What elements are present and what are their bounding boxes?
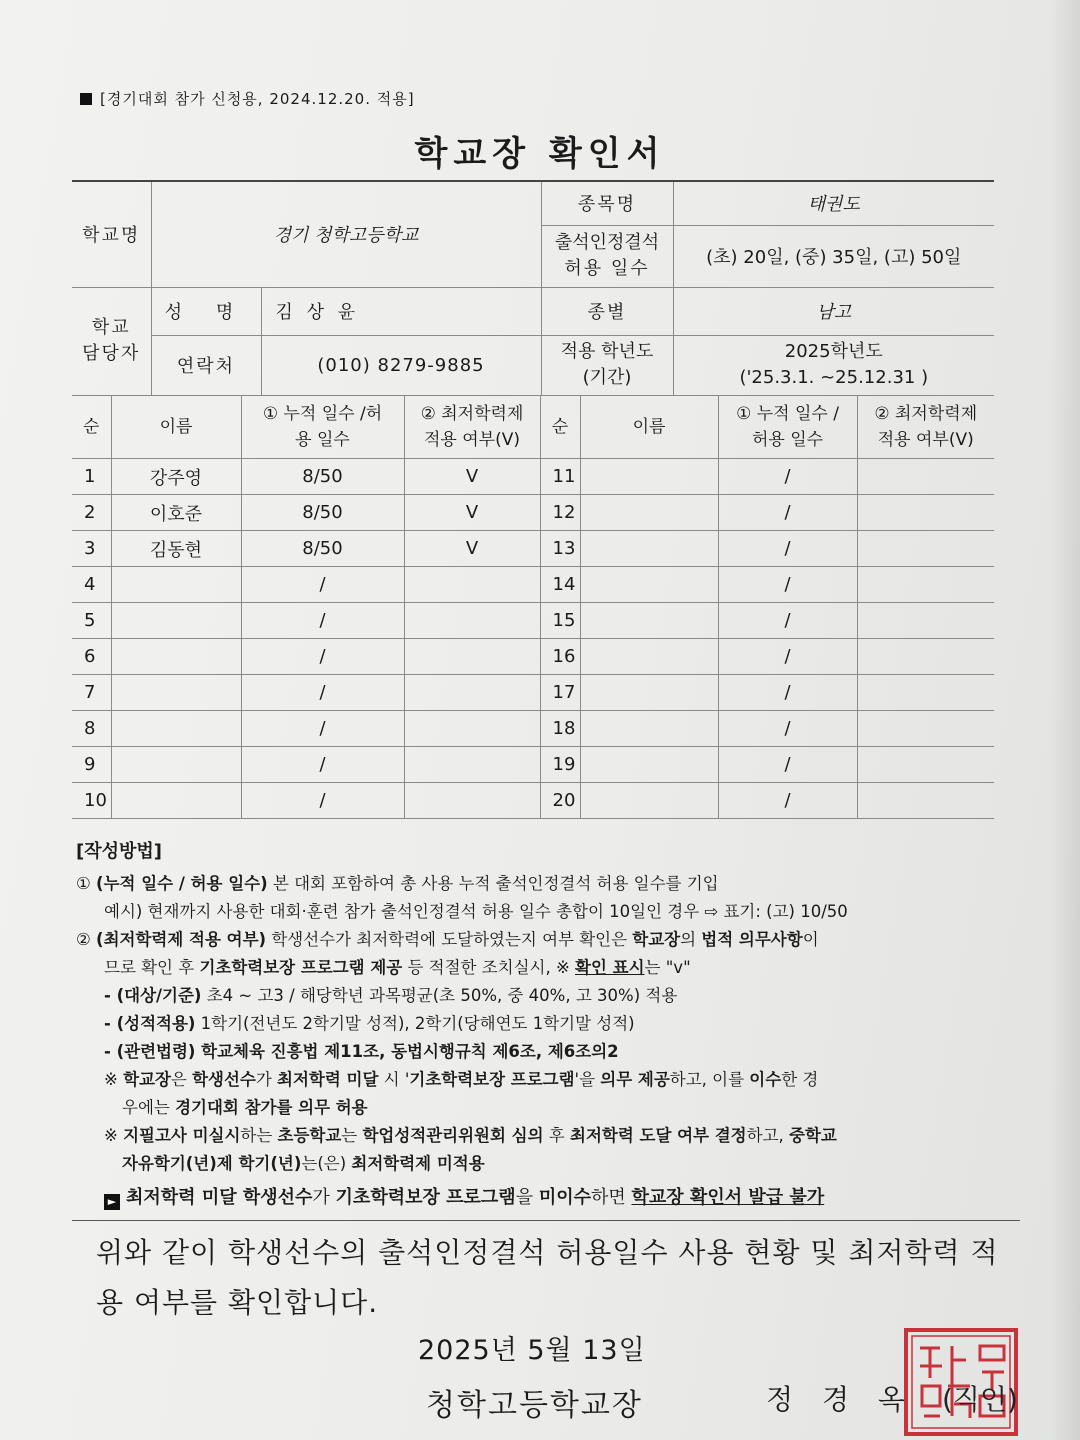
student-name-left: 이호준	[111, 495, 241, 531]
min-achievement-check-left	[404, 747, 540, 783]
min-achievement-check-right	[857, 783, 994, 819]
row-number-right: 20	[540, 783, 580, 819]
category-value: 남고	[673, 287, 994, 335]
seal-glyph-left	[920, 1348, 942, 1416]
table-row	[72, 603, 994, 639]
min-achievement-check-right	[857, 675, 994, 711]
principal-name: 정 경 옥	[766, 1383, 915, 1416]
student-name-right	[580, 675, 718, 711]
student-name-left	[111, 675, 241, 711]
row-number-left: 7	[72, 675, 111, 711]
absence-days-left: /	[241, 711, 404, 747]
row-number-right: 19	[540, 747, 580, 783]
col-days-header-right: ① 누적 일수 / 허용 일수	[718, 396, 857, 459]
row-number-right: 18	[540, 711, 580, 747]
category-label: 종별	[541, 287, 673, 335]
sport-value: 태권도	[673, 181, 994, 225]
table-row	[72, 747, 994, 783]
attendance-allowance-label: 출석인정결석 허용 일수	[541, 225, 673, 287]
absence-days-right: /	[718, 531, 857, 567]
person-name-label: 성 명	[151, 287, 261, 335]
min-achievement-check-left: V	[404, 495, 540, 531]
paper-edge-shadow	[1050, 0, 1080, 1440]
note-2: ※ 지필고사 미실시하는 초등학교는 학업성적관리위원회 심의 후 최저학력 도달 여부 결정하고, 중학교	[104, 1126, 837, 1145]
school-info-table	[72, 180, 994, 396]
table-row	[72, 783, 994, 819]
note-1-line2: 우에는 경기대회 참가를 의무 허용	[122, 1098, 368, 1117]
final-warning: ► 최저학력 미달 학생선수가 기초학력보장 프로그램을 미이수하면 학교장 확인서 발급 불가	[76, 1184, 1026, 1212]
student-name-left	[111, 603, 241, 639]
arrow-box-icon: ►	[104, 1194, 120, 1210]
absence-days-left: 8/50	[241, 459, 404, 495]
min-achievement-check-right	[857, 747, 994, 783]
min-achievement-check-right	[857, 603, 994, 639]
min-achievement-check-left	[404, 603, 540, 639]
document-title: 학교장 확인서	[414, 134, 666, 174]
row-number-right: 16	[540, 639, 580, 675]
school-principal-title: 청학고등학교장	[426, 1388, 643, 1423]
absence-days-left: /	[241, 675, 404, 711]
absence-days-right: /	[718, 711, 857, 747]
instruction-2-line2: 므로 확인 후 기초학력보장 프로그램 제공 등 적절한 조치실시, ※ 확인 표시는 "v"	[104, 958, 691, 977]
table-row	[72, 567, 994, 603]
confirmation-statement: 위와 같이 학생선수의 출석인정결석 허용일수 사용 현황 및 최저학력 적용 여부를 확인합니다.	[96, 1236, 999, 1319]
student-name-right	[580, 531, 718, 567]
criteria-laws: - (관련법령) 학교체육 진흥법 제11조, 동법시행규칙 제6조, 제6조의2	[104, 1042, 619, 1061]
roster-header-row	[72, 396, 994, 459]
student-name-left	[111, 639, 241, 675]
absence-days-left: /	[241, 783, 404, 819]
min-achievement-check-left	[404, 711, 540, 747]
instruction-1-example: 예시) 현재까지 사용한 대회·훈련 참가 출석인정결석 허용 일수 총합이 10일인 경우 ⇨ 표기: (고) 10/50	[104, 902, 848, 921]
school-name-value: 경기 청학고등학교	[151, 181, 541, 287]
form-reference: [경기대회 참가 신청용, 2024.12.20. 적용]	[80, 88, 415, 109]
attendance-allowance-value: (초) 20일, (중) 35일, (고) 50일	[673, 225, 994, 287]
min-achievement-check-left: V	[404, 531, 540, 567]
issue-date: 2025년 5월 13일	[418, 1335, 646, 1366]
criteria-grades: - (성적적용) 1학기(전년도 2학기말 성적), 2학기(당해연도 1학기말 성적)	[104, 1014, 635, 1033]
col-min-header-right: ② 최저학력제 적용 여부(V)	[857, 396, 994, 459]
table-row	[72, 675, 994, 711]
student-name-right	[580, 603, 718, 639]
row-number-right: 12	[540, 495, 580, 531]
student-name-right	[580, 567, 718, 603]
student-name-right	[580, 747, 718, 783]
absence-days-right: /	[718, 567, 857, 603]
table-row	[72, 639, 994, 675]
instructions-title: [작성방법]	[76, 841, 163, 862]
student-name-left: 강주영	[111, 459, 241, 495]
contact-person-label: 학교 담당자	[72, 287, 151, 395]
table-row	[72, 531, 994, 567]
absence-days-right: /	[718, 675, 857, 711]
seal-label: (직인)	[942, 1383, 1018, 1416]
row-number-left: 9	[72, 747, 111, 783]
min-achievement-check-right	[857, 639, 994, 675]
col-name-header-right: 이름	[580, 396, 718, 459]
criteria-target: - (대상/기준) 초4 ~ 고3 / 해당학년 과목평균(초 50%, 중 40%, 고 30%) 적용	[104, 986, 678, 1005]
absence-days-right: /	[718, 603, 857, 639]
student-name-left	[111, 567, 241, 603]
min-achievement-check-right	[857, 711, 994, 747]
school-name-label: 학교명	[72, 181, 151, 287]
instructions-section	[76, 838, 1026, 1212]
section-divider	[72, 1220, 1020, 1221]
row-number-right: 13	[540, 531, 580, 567]
instruction-2: ② (최저학력제 적용 여부) 학생선수가 최저학력에 도달하였는지 여부 확인은 학교장의 법적 의무사항이	[76, 930, 819, 949]
absence-days-right: /	[718, 747, 857, 783]
person-name-value: 김 상 윤	[261, 287, 541, 335]
note-1: ※ 학교장은 학생선수가 최저학력 미달 시 '기초학력보장 프로그램'을 의무 제공하고, 이를 이수한 경	[104, 1070, 819, 1089]
note-2-line2: 자유학기(년)제 학기(년)는(은) 최저학력제 미적용	[122, 1154, 485, 1173]
table-row	[72, 495, 994, 531]
absence-days-left: /	[241, 567, 404, 603]
student-name-left	[111, 711, 241, 747]
min-achievement-check-left: V	[404, 459, 540, 495]
student-name-right	[580, 711, 718, 747]
table-row	[72, 459, 994, 495]
row-number-left: 10	[72, 783, 111, 819]
min-achievement-check-left	[404, 783, 540, 819]
student-name-left	[111, 747, 241, 783]
school-year-label: 적용 학년도 (기간)	[541, 335, 673, 395]
col-seq-header-right: 순	[540, 396, 580, 459]
row-number-left: 6	[72, 639, 111, 675]
row-number-left: 3	[72, 531, 111, 567]
instruction-1: ① (누적 일수 / 허용 일수) 본 대회 포함하여 총 사용 누적 출석인정결석 허용 일수를 기입	[76, 874, 719, 893]
absence-days-left: 8/50	[241, 495, 404, 531]
student-name-right	[580, 459, 718, 495]
row-number-right: 11	[540, 459, 580, 495]
absence-days-right: /	[718, 639, 857, 675]
min-achievement-check-right	[857, 459, 994, 495]
min-achievement-check-right	[857, 531, 994, 567]
absence-days-right: /	[718, 783, 857, 819]
row-number-left: 4	[72, 567, 111, 603]
min-achievement-check-left	[404, 639, 540, 675]
black-square-icon	[80, 93, 92, 105]
min-achievement-check-right	[857, 495, 994, 531]
col-days-header: ① 누적 일수 /허 용 일수	[241, 396, 404, 459]
absence-days-left: /	[241, 639, 404, 675]
row-number-left: 8	[72, 711, 111, 747]
col-name-header: 이름	[111, 396, 241, 459]
row-number-right: 14	[540, 567, 580, 603]
absence-days-left: /	[241, 747, 404, 783]
student-name-left: 김동현	[111, 531, 241, 567]
row-number-right: 15	[540, 603, 580, 639]
col-seq-header: 순	[72, 396, 111, 459]
min-achievement-check-left	[404, 675, 540, 711]
row-number-left: 1	[72, 459, 111, 495]
col-min-header: ② 최저학력제 적용 여부(V)	[404, 396, 540, 459]
student-name-left	[111, 783, 241, 819]
sport-label: 종목명	[541, 181, 673, 225]
absence-days-left: /	[241, 603, 404, 639]
phone-label: 연락처	[151, 335, 261, 395]
row-number-right: 17	[540, 675, 580, 711]
min-achievement-check-right	[857, 567, 994, 603]
school-year-value: 2025학년도 ('25.3.1. ~25.12.31 )	[673, 335, 994, 395]
row-number-left: 2	[72, 495, 111, 531]
student-name-right	[580, 495, 718, 531]
min-achievement-check-left	[404, 567, 540, 603]
student-roster-table	[72, 395, 994, 819]
table-row	[72, 711, 994, 747]
row-number-left: 5	[72, 603, 111, 639]
phone-value: (010) 8279-9885	[261, 335, 541, 395]
student-name-right	[580, 783, 718, 819]
absence-days-right: /	[718, 459, 857, 495]
absence-days-left: 8/50	[241, 531, 404, 567]
student-name-right	[580, 639, 718, 675]
absence-days-right: /	[718, 495, 857, 531]
